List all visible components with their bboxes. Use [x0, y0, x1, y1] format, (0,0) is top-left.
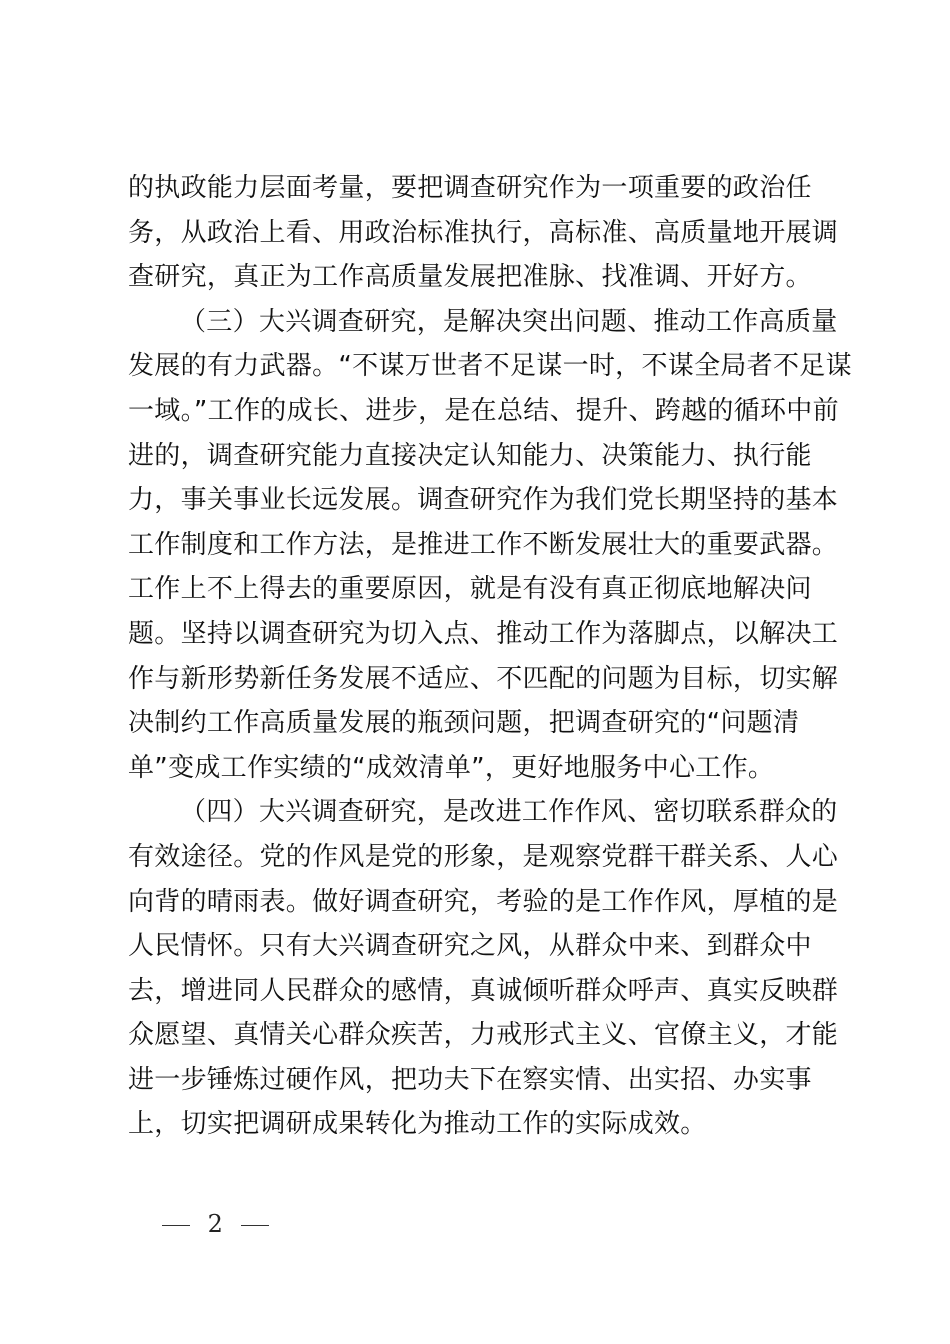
text-line: 决制约工作高质量发展的瓶颈问题，把调查研究的“问题清 [128, 708, 800, 739]
text-line: 发展的有力武器。“不谋万世者不足谋一时，不谋全局者不足谋 [128, 351, 852, 382]
text-line: 去，增进同人民群众的感情，真诚倾听群众呼声、真实反映群 [128, 975, 839, 1006]
footer-dash-left [162, 1225, 190, 1226]
text-line: 进一步锤炼过硬作风，把功夫下在察实情、出实招、办实事 [128, 1064, 812, 1095]
text-line: 人民情怀。只有大兴调查研究之风，从群众中来、到群众中 [128, 931, 812, 962]
text-line: 的执政能力层面考量，要把调查研究作为一项重要的政治任 [128, 173, 812, 203]
text-line: 众愿望、真情关心群众疾苦，力戒形式主义、官僚主义，才能 [128, 1020, 839, 1051]
text-line: 务，从政治上看、用政治标准执行，高标准、高质量地开展调 [128, 217, 839, 248]
text-line: 有效途径。党的作风是党的形象，是观察党群干群关系、人心 [128, 841, 839, 872]
page-footer [162, 1210, 269, 1238]
text-line: 上，切实把调研成果转化为推动工作的实际成效。 [128, 1109, 707, 1140]
section-heading-line: （四）大兴调查研究，是改进工作作风、密切联系群众的 [180, 797, 838, 828]
text-line: 单”变成工作实绩的“成效清单”，更好地服务中心工作。 [128, 752, 775, 783]
text-line: 作与新形势新任务发展不适应、不匹配的问题为目标，切实解 [128, 663, 839, 694]
text-line: 进的，调查研究能力直接决定认知能力、决策能力、执行能 [128, 440, 812, 471]
text-line: 工作制度和工作方法，是推进工作不断发展壮大的重要武器。 [128, 529, 839, 560]
text-line: 查研究，真正为工作高质量发展把准脉、找准调、开好方。 [128, 262, 812, 293]
text-line: 工作上不上得去的重要原因，就是有没有真正彻底地解决问 [128, 574, 812, 605]
text-line: 一域。”工作的成长、进步，是在总结、提升、跨越的循环中前 [128, 395, 839, 426]
page-number: 2 [207, 1210, 223, 1238]
document-body [128, 166, 852, 1147]
text-line: 题。坚持以调查研究为切入点、推动工作为落脚点，以解决工 [128, 618, 839, 649]
text-line: 向背的晴雨表。做好调查研究，考验的是工作作风，厚植的是 [128, 886, 839, 917]
footer-dash-right [241, 1225, 269, 1226]
section-heading-line: （三）大兴调查研究，是解决突出问题、推动工作高质量 [180, 306, 838, 337]
text-line: 力，事关事业长远发展。调查研究作为我们党长期坚持的基本 [128, 485, 839, 516]
